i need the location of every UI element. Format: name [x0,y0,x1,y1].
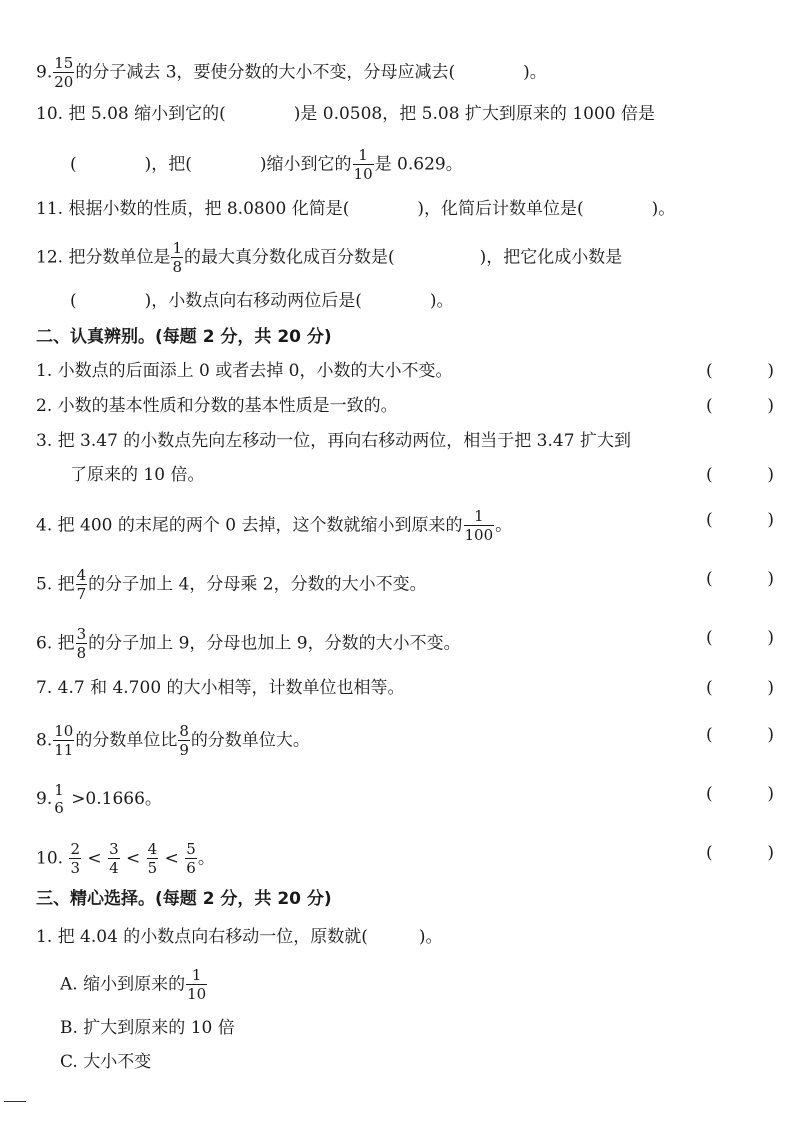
judge-question-6: 6. 把 $\frac{3}{8}$ 的分子加上 9，分母也加上 9，分数的大小不变。 [36,625,461,662]
fraction: $\frac{1}{10}$ [353,146,373,183]
judge-question-10: 10. $\frac{2}{3}$ < $\frac{3}{4}$ < $\frac{4}{5}$ < $\frac{5}{6}$ 。 [36,840,215,877]
judge-question-2: 2. 小数的基本性质和分数的基本性质是一致的。 [36,396,398,416]
fill-question-10-line2: ( )，把( )缩小到它的 $\frac{1}{10}$ 是 0.629。 [70,146,463,183]
answer-parens[interactable]: ( ) [706,569,774,589]
answer-parens[interactable]: ( ) [706,465,774,485]
fraction: $\frac{1}{10}$ [187,966,207,1003]
answer-parens[interactable]: ( ) [706,843,774,863]
fraction: $\frac{2}{3}$ [70,840,80,877]
judge-question-1: 1. 小数点的后面添上 0 或者去掉 0，小数的大小不变。 [36,361,453,381]
fill-question-10-line1: 10. 把 5.08 缩小到它的( )是 0.0508，把 5.08 扩大到原来的 1000 倍是 [36,104,655,124]
answer-parens[interactable]: ( ) [706,678,774,698]
fraction: $\frac{1}{8}$ [172,239,182,276]
answer-parens[interactable]: ( ) [706,361,774,381]
judge-question-5: 5. 把 $\frac{4}{7}$ 的分子加上 4，分母乘 2，分数的大小不变。 [36,566,427,603]
answer-parens[interactable]: ( ) [706,784,774,804]
fraction: $\frac{3}{8}$ [76,625,87,662]
answer-parens[interactable]: ( ) [706,510,774,530]
fraction: $\frac{15}{20}$ [54,54,74,91]
choice-question-1: 1. 把 4.04 的小数点向右移动一位，原数就( )。 [36,927,443,947]
judge-question-7: 7. 4.7 和 4.700 的大小相等，计数单位也相等。 [36,678,405,698]
judge-question-3-line1: 3. 把 3.47 的小数点先向左移动一位，再向右移动两位，相当于把 3.47 扩大到 [36,431,631,451]
fraction: $\frac{1}{100}$ [464,507,494,544]
fill-question-12-line1: 12. 把分数单位是 $\frac{1}{8}$ 的最大真分数化成百分数是( )，把它化成小数是 [36,239,623,276]
page-edge-mark [4,1101,26,1102]
answer-parens[interactable]: ( ) [706,725,774,745]
fraction: $\frac{4}{7}$ [76,566,87,603]
option-a[interactable]: A. 缩小到原来的 $\frac{1}{10}$ [60,966,207,1003]
fraction: 1 6 [54,781,64,817]
section-heading-choice: 三、精心选择。(每题 2 分，共 20 分) [36,889,332,909]
option-c[interactable]: C. 大小不变 [60,1052,152,1072]
fill-question-12-line2: ( )，小数点向右移动两位后是( )。 [70,291,454,311]
fraction: $\frac{5}{6}$ [186,840,196,877]
answer-parens[interactable]: ( ) [706,628,774,648]
fraction: $\frac{4}{5}$ [147,840,158,877]
judge-question-4: 4. 把 400 的末尾的两个 0 去掉，这个数就缩小到原来的 $\frac{1}{100}$ 。 [36,507,513,544]
fraction: $\frac{8}{9}$ [179,722,189,759]
fraction: $\frac{10}{11}$ [54,722,74,759]
answer-parens[interactable]: ( ) [706,396,774,416]
option-b[interactable]: B. 扩大到原来的 10 倍 [60,1018,235,1038]
judge-question-9: 9. 1 6 >0.1666。 [36,781,162,817]
fill-question-11: 11. 根据小数的性质，把 8.0800 化简是( )，化简后计数单位是( )。 [36,199,676,219]
section-heading-judge: 二、认真辨别。(每题 2 分，共 20 分) [36,327,332,347]
judge-question-3-line2: 了原来的 10 倍。 [70,465,205,485]
fraction: $\frac{3}{4}$ [109,840,119,877]
fill-question-9: 9. $\frac{15}{20}$ 的分子减去 3，要使分数的大小不变，分母应减去( )。 [36,54,547,91]
judge-question-8: 8. $\frac{10}{11}$ 的分数单位比 $\frac{8}{9}$ 的分数单位大。 [36,722,310,759]
